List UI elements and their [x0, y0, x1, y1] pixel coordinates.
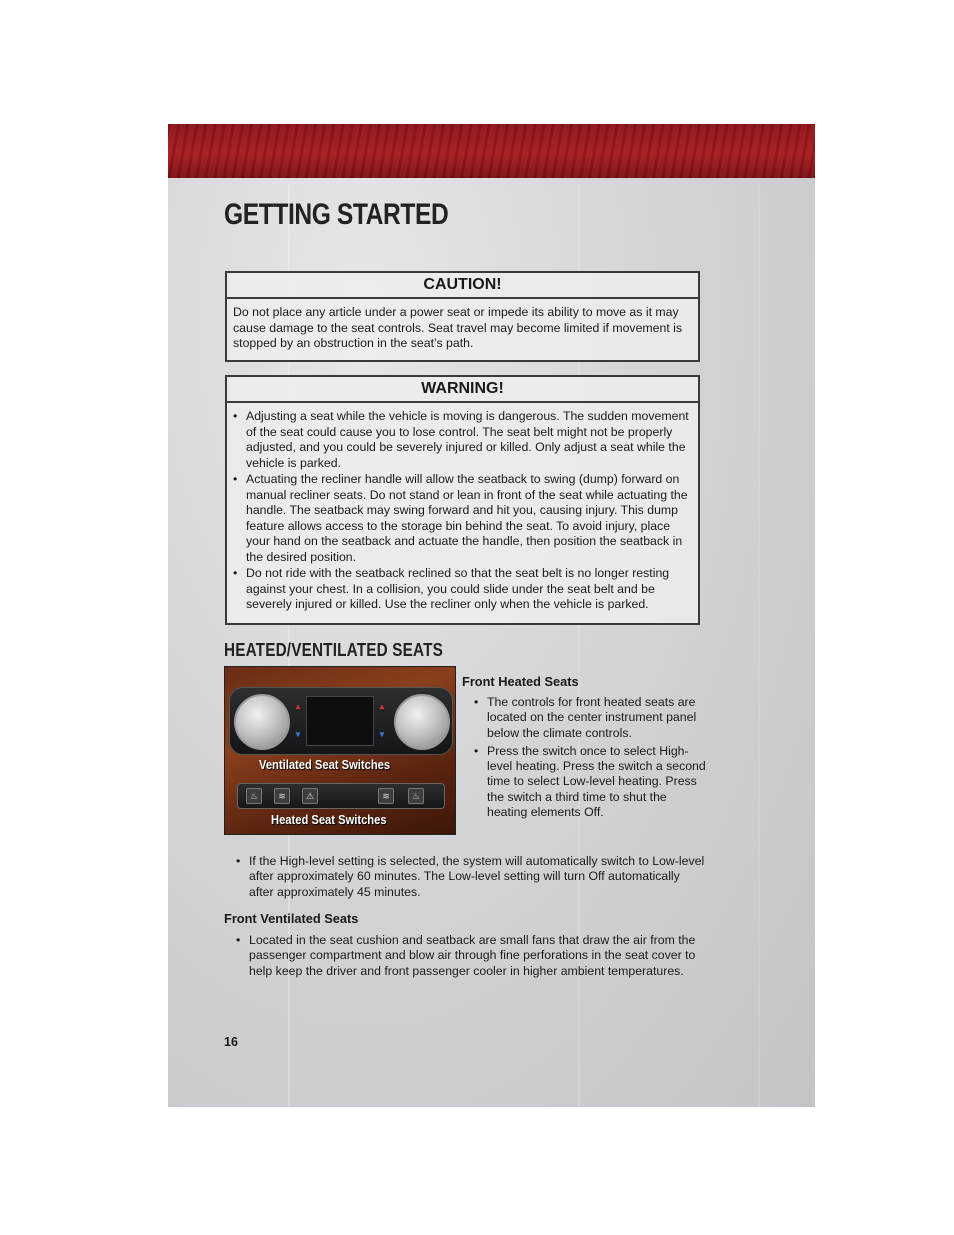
warning-heading: WARNING!: [227, 377, 698, 403]
list-item: • If the High-level setting is selected, the system will automatically switch to Low-level after approximately 60 minutes. The Low-level setting will turn Off automatically after approximately 45 minutes.: [236, 854, 706, 900]
list-item: • The controls for front heated seats are located on the center instrument panel below the climate controls.: [474, 695, 706, 741]
list-item: • Actuating the recliner handle will allow the seatback to swing (dump) forward on manual recliner seats. Do not stand or lean in front of the seat while actuating the handle. The seatback may swing forward and hit you, causing injury. This dump feature allows access to the storage bin behind the seat. To avoid injury, place your hand on the seatback and actuate the handle, then position the seatback in the desired position.: [233, 472, 691, 565]
up-arrow-icon: ▲: [294, 702, 302, 711]
section-title: HEATED/VENTILATED SEATS: [224, 640, 443, 660]
up-arrow-icon: ▲: [378, 702, 386, 711]
front-ventilated-heading: Front Ventilated Seats: [224, 911, 359, 926]
hazard-icon: ⚠: [302, 788, 318, 804]
climate-display: [306, 696, 374, 746]
down-arrow-icon: ▼: [378, 730, 386, 739]
front-heated-extra-list: [236, 854, 706, 903]
page-number: 16: [224, 1035, 238, 1049]
caution-text: Do not place any article under a power seat or impede its ability to move as it may cause damage to the seat controls. Seat travel may become limited if movement is stopped by an obstruction in the seat’s path.: [233, 305, 683, 350]
heated-seat-icon: ♨: [246, 788, 262, 804]
front-heated-list: [474, 695, 706, 823]
front-ventilated-list: [236, 933, 706, 982]
page-title: GETTING STARTED: [224, 198, 449, 231]
seat-switch-strip: [237, 783, 445, 809]
ventilated-seat-icon: ≋: [274, 788, 290, 804]
ventilated-seat-icon: ≋: [378, 788, 394, 804]
heated-seat-icon: ♨: [408, 788, 424, 804]
header-band: [168, 124, 815, 178]
seat-switches-photo: [224, 666, 456, 835]
temperature-knob-left: [234, 694, 290, 750]
heated-switches-label: Heated Seat Switches: [271, 812, 387, 827]
ventilated-switches-label: Ventilated Seat Switches: [259, 757, 391, 772]
caution-heading: CAUTION!: [227, 273, 698, 299]
down-arrow-icon: ▼: [294, 730, 302, 739]
warning-box: [225, 375, 700, 625]
warning-list: [233, 409, 691, 613]
front-heated-heading: Front Heated Seats: [462, 674, 579, 689]
caution-box: [225, 271, 700, 362]
list-item: • Do not ride with the seatback reclined so that the seat belt is no longer resting against your chest. In a collision, you could slide under the seat belt and be severely injured or killed. Use the recliner only when the vehicle is parked.: [233, 566, 691, 613]
climate-control-panel: [229, 687, 453, 755]
manual-page: [168, 124, 815, 1107]
temperature-knob-right: [394, 694, 450, 750]
list-item: • Press the switch once to select High-level heating. Press the switch a second time to select Low-level heating. Press the switch a third time to shut the heating elements Off.: [474, 744, 706, 820]
list-item: • Located in the seat cushion and seatback are small fans that draw the air from the passenger compartment and blow air through fine perforations in the seat cover to help keep the driver and front passenger cooler in higher ambient temperatures.: [236, 933, 706, 979]
list-item: • Adjusting a seat while the vehicle is moving is dangerous. The sudden movement of the seat could cause you to lose control. The seat belt might not be properly adjusted, and you could be severely injured or killed. Only adjust a seat while the vehicle is parked.: [233, 409, 691, 471]
texture-line: [758, 184, 760, 1107]
